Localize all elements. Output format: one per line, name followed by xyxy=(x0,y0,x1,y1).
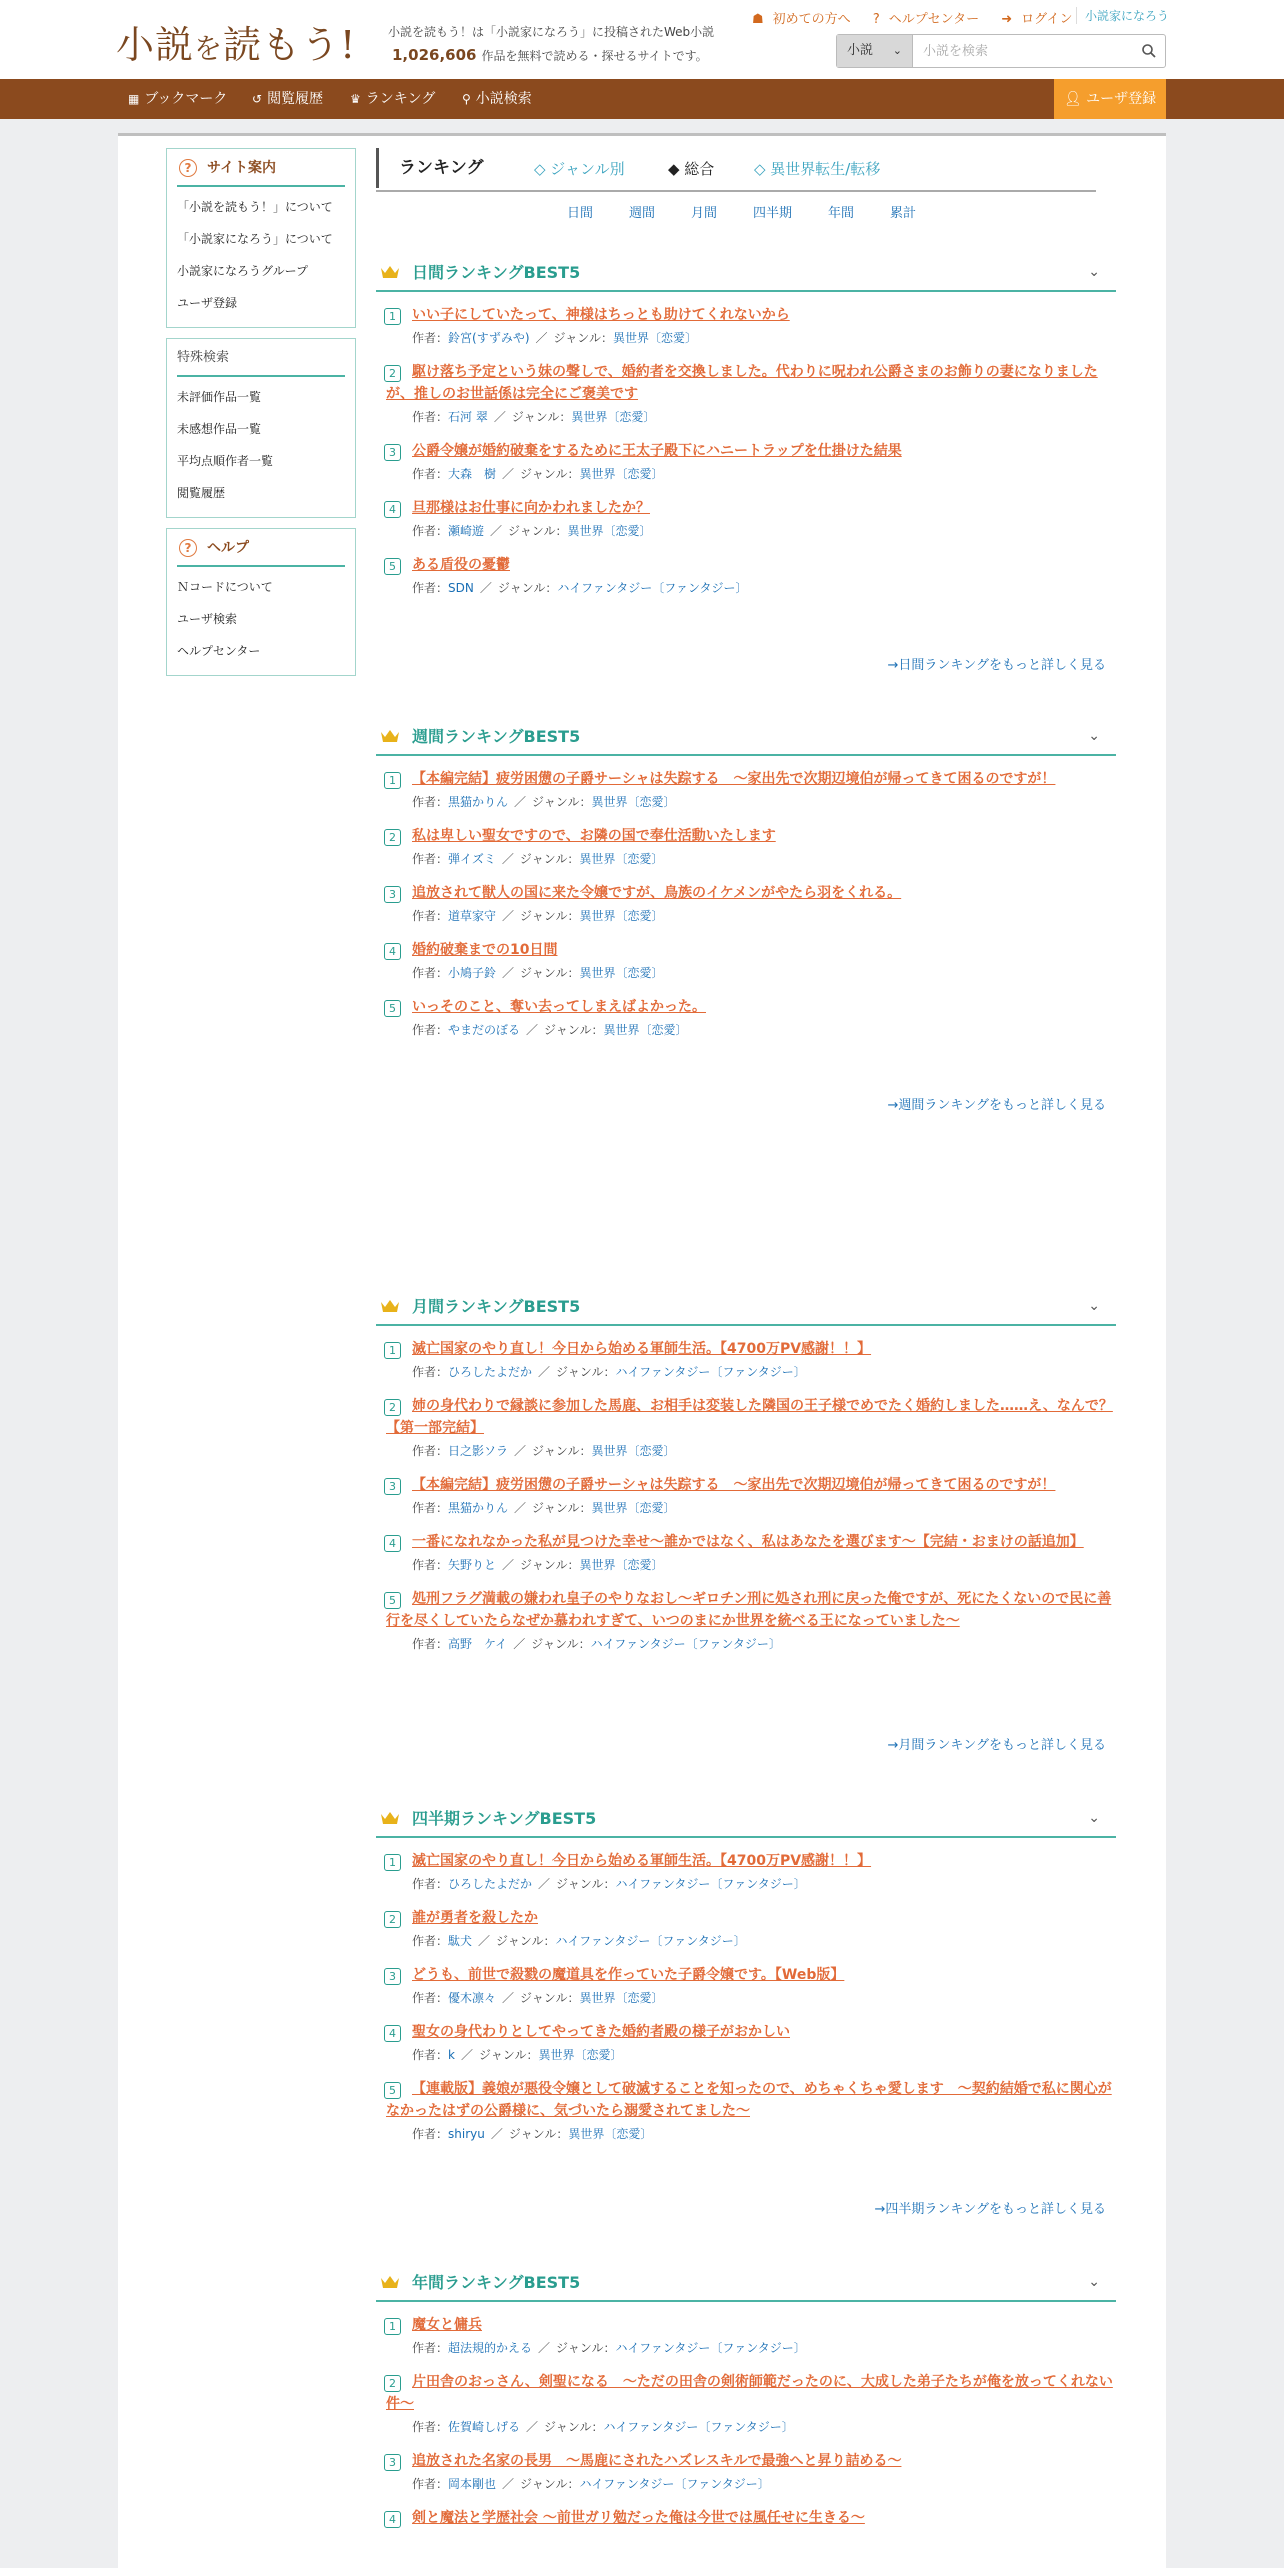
chevron-down-icon[interactable]: ⌄ xyxy=(1088,1298,1100,1314)
ranking-entry xyxy=(376,440,1116,484)
rank-number: 1 xyxy=(384,1854,401,1871)
rank-number: 2 xyxy=(384,1911,401,1928)
rank-number: 4 xyxy=(384,1535,401,1552)
question-icon: ? xyxy=(872,12,880,27)
ranking-entry xyxy=(376,1531,1116,1575)
ranking-list xyxy=(376,292,1116,598)
crown-icon xyxy=(380,1810,400,1826)
rank-number: 2 xyxy=(384,365,401,382)
genre-link[interactable]: 異世界〔恋愛〕 xyxy=(591,1501,676,1515)
author-link[interactable]: 矢野りと xyxy=(448,1558,497,1572)
site-logo[interactable]: 小説を読もう! xyxy=(116,23,357,67)
novel-meta: 作者：道草家守 ／ ジャンル：異世界〔恋愛〕 xyxy=(412,909,664,923)
novel-meta: 作者：超法規的かえる ／ ジャンル：ハイファンタジー〔ファンタジー〕 xyxy=(412,2341,806,2355)
novel-meta: 作者：やまだのぼる ／ ジャンル：異世界〔恋愛〕 xyxy=(412,1023,688,1037)
sidebar-item-register[interactable]: ユーザ登録 xyxy=(177,296,238,310)
novel-meta: 作者：佐賀崎しげる ／ ジャンル：ハイファンタジー〔ファンタジー〕 xyxy=(412,2420,794,2434)
novel-meta: 作者：shiryu ／ ジャンル：異世界〔恋愛〕 xyxy=(412,2127,653,2141)
author-link[interactable]: 岡本剛也 xyxy=(448,2477,497,2491)
novel-title-link[interactable]: 【本編完結】疲労困憊の子爵サーシャは失踪する 〜家出先で次期辺境伯が帰ってきて困るのですが！ xyxy=(412,771,1056,787)
question-icon: ? xyxy=(179,539,197,557)
book-icon: ☗ xyxy=(752,12,764,27)
novel-meta: 作者：大森 樹 ／ ジャンル：異世界〔恋愛〕 xyxy=(412,467,664,481)
novel-title-link[interactable]: 滅亡国家のやり直し！今日から始める軍師生活。【4700万PV感謝！！】 xyxy=(412,1853,872,1869)
sidebar-site-guide: ? サイト案内 「小説を読もう！」について 「小説家になろう」について 小説家になろうグループ ユーザ登録 xyxy=(166,148,356,328)
rank-number: 4 xyxy=(384,2025,401,2042)
sidebar-item-ncode[interactable]: Ｎコードについて xyxy=(177,580,273,594)
ranking-list xyxy=(376,2302,1116,2529)
ranking-entry xyxy=(376,2078,1116,2144)
tab-isekai[interactable]: ◇ 異世界転生/転移 xyxy=(754,160,881,178)
author-link[interactable]: 佐賀崎しげる xyxy=(448,2420,521,2434)
genre-link[interactable]: 異世界〔恋愛〕 xyxy=(579,909,664,923)
ranking-entry xyxy=(376,2314,1116,2358)
section-header[interactable] xyxy=(376,1286,1116,1326)
narou-logo[interactable]: 小説家になろう xyxy=(1076,7,1169,24)
rank-number: 4 xyxy=(384,2511,401,2528)
chevron-down-icon[interactable]: ⌄ xyxy=(1088,2274,1100,2290)
period-monthly[interactable]: 月間 xyxy=(691,206,718,221)
login-icon: ➜ xyxy=(1001,12,1013,27)
search-input[interactable] xyxy=(915,35,1135,67)
novel-title-link[interactable]: 姉の身代わりで縁談に参加した馬鹿、お相手は変装した隣国の王子様でめでたく婚約しました……え、なんで？【第一部完結】 xyxy=(386,1398,1113,1436)
ranking-entry xyxy=(376,1907,1116,1951)
author-link[interactable]: 黒猫かりん xyxy=(448,795,509,809)
ranking-section xyxy=(376,1798,1116,2157)
rank-number: 4 xyxy=(384,501,401,518)
beginner-link[interactable]: ☗ 初めての方へ xyxy=(752,12,851,27)
novel-meta: 作者：ひろしたよだか ／ ジャンル：ハイファンタジー〔ファンタジー〕 xyxy=(412,1365,806,1379)
ranking-entry xyxy=(376,825,1116,869)
author-link[interactable]: 優木凛々 xyxy=(448,1991,497,2005)
ranking-list xyxy=(376,1326,1116,1654)
section-header[interactable] xyxy=(376,2262,1116,2302)
author-link[interactable]: 大森 樹 xyxy=(448,467,497,481)
novel-meta: 作者：優木凛々 ／ ジャンル：異世界〔恋愛〕 xyxy=(412,1991,664,2005)
novel-title-link[interactable]: 魔女と傭兵 xyxy=(412,2317,482,2333)
rank-number: 3 xyxy=(384,886,401,903)
ranking-entry xyxy=(376,996,1116,1040)
novel-meta: 作者：駄犬 ／ ジャンル：ハイファンタジー〔ファンタジー〕 xyxy=(412,1934,746,1948)
sidebar-item-average-authors[interactable]: 平均点順作者一覧 xyxy=(177,454,274,468)
novel-title-link[interactable]: 旦那様はお仕事に向かわれましたか？ xyxy=(412,500,650,516)
novel-title-link[interactable]: 追放された名家の長男 ～馬鹿にされたハズレスキルで最強へと昇り詰める～ xyxy=(412,2453,902,2469)
ranking-section xyxy=(376,2262,1116,2542)
ranking-entry xyxy=(376,1395,1116,1461)
search-bar xyxy=(836,34,1166,68)
search-type-select[interactable]: 小説 ⌄ xyxy=(837,35,913,67)
section-header[interactable] xyxy=(376,716,1116,756)
section-title: 年間ランキングBEST5 xyxy=(412,2273,581,2292)
ranking-entry xyxy=(376,361,1116,427)
rank-number: 4 xyxy=(384,943,401,960)
ranking-list xyxy=(376,756,1116,1040)
site-header xyxy=(0,0,1284,80)
rank-number: 3 xyxy=(384,2454,401,2471)
crown-icon xyxy=(380,2274,400,2290)
ranking-entry xyxy=(376,304,1116,348)
novel-meta: 作者：鈴宮(すずみや) ／ ジャンル：異世界〔恋愛〕 xyxy=(412,331,697,345)
genre-link[interactable]: 異世界〔恋愛〕 xyxy=(579,852,664,866)
main-nav xyxy=(0,79,1284,119)
rank-number: 5 xyxy=(384,1000,401,1017)
crown-icon xyxy=(380,1298,400,1314)
work-count-number: 1,026,606 xyxy=(392,46,477,64)
novel-title-link[interactable]: 公爵令嬢が婚約破棄をするために王太子殿下にハニートラップを仕掛けた結果 xyxy=(412,443,902,459)
genre-link[interactable]: 異世界〔恋愛〕 xyxy=(579,467,664,481)
rank-number: 5 xyxy=(384,558,401,575)
ranking-entry xyxy=(376,1964,1116,2008)
novel-title-link[interactable]: 私は卑しい聖女ですので、お隣の国で奉仕活動いたします xyxy=(412,828,776,844)
author-link[interactable]: 日之影ソラ xyxy=(448,1444,509,1458)
author-link[interactable]: 道草家守 xyxy=(448,909,497,923)
sidebar-item-about-narou[interactable]: 「小説家になろう」について xyxy=(177,232,333,246)
ranking-list xyxy=(376,1838,1116,2144)
novel-meta: 作者：瀬崎遊 ／ ジャンル：異世界〔恋愛〕 xyxy=(412,524,652,538)
novel-meta: 作者：岡本剛也 ／ ジャンル：ハイファンタジー〔ファンタジー〕 xyxy=(412,2477,770,2491)
genre-link[interactable]: ハイファンタジー〔ファンタジー〕 xyxy=(557,581,748,595)
sidebar-help: ? ヘルプ Ｎコードについて ユーザ検索 ヘルプセンター xyxy=(166,528,356,676)
genre-link[interactable]: ハイファンタジー〔ファンタジー〕 xyxy=(590,1637,781,1651)
novel-meta: 作者：SDN ／ ジャンル：ハイファンタジー〔ファンタジー〕 xyxy=(412,581,748,595)
tab-overall[interactable]: ◆ 総合 xyxy=(668,160,715,178)
chevron-down-icon[interactable]: ⌄ xyxy=(1088,728,1100,744)
novel-meta: 作者：k ／ ジャンル：異世界〔恋愛〕 xyxy=(412,2048,623,2062)
author-link[interactable]: 小鳩子鈴 xyxy=(448,966,497,980)
genre-link[interactable]: 異世界〔恋愛〕 xyxy=(591,1444,676,1458)
rank-number: 3 xyxy=(384,1478,401,1495)
genre-link[interactable]: 異世界〔恋愛〕 xyxy=(579,966,664,980)
genre-link[interactable]: 異世界〔恋愛〕 xyxy=(538,2048,623,2062)
work-count: 1,026,606 作品を無料で読める・探せるサイトです。 xyxy=(392,46,708,64)
novel-meta: 作者：弾イズミ ／ ジャンル：異世界〔恋愛〕 xyxy=(412,852,664,866)
novel-title-link[interactable]: 【本編完結】疲労困憊の子爵サーシャは失踪する 〜家出先で次期辺境伯が帰ってきて困るのですが！ xyxy=(412,1477,1056,1493)
section-title: 月間ランキングBEST5 xyxy=(412,1297,581,1316)
author-link[interactable]: 弾イズミ xyxy=(448,852,496,866)
rank-number: 2 xyxy=(384,1399,401,1416)
section-header[interactable] xyxy=(376,252,1116,292)
ranking-section xyxy=(376,252,1116,611)
ranking-entry xyxy=(376,2507,1116,2529)
more-ranking-link[interactable]: →日間ランキングをもっと詳しく見る xyxy=(887,658,1106,673)
history-icon: ↺ xyxy=(252,92,263,106)
content-container xyxy=(118,136,1166,2568)
novel-title-link[interactable]: 駆け落ち予定という妹の聲しで、婚約者を交換しました。代わりに呪われ公爵さまのお飾りの妻になりましたが、推しのお世話係は完全にご褒美です xyxy=(386,364,1098,402)
genre-link[interactable]: ハイファンタジー〔ファンタジー〕 xyxy=(615,1365,806,1379)
novel-meta: 作者：小鳩子鈴 ／ ジャンル：異世界〔恋愛〕 xyxy=(412,966,664,980)
novel-title-link[interactable]: 誰が勇者を殺したか xyxy=(412,1910,538,1926)
section-header[interactable] xyxy=(376,1798,1116,1838)
section-title: 日間ランキングBEST5 xyxy=(412,263,581,282)
author-link[interactable]: ひろしたよだか xyxy=(448,1877,533,1891)
author-link[interactable]: 石河 翠 xyxy=(448,410,488,424)
page-title: ランキング xyxy=(376,148,484,188)
novel-title-link[interactable]: 一番になれなかった私が見つけた幸せ〜誰かではなく、私はあなたを選びます〜【完結・おまけの話追加】 xyxy=(412,1534,1084,1550)
sidebar-item-unrated[interactable]: 未評価作品一覧 xyxy=(177,390,262,404)
help-center-link[interactable]: ? ヘルプセンター xyxy=(872,12,980,27)
more-ranking-link[interactable]: →四半期ランキングをもっと詳しく見る xyxy=(874,2202,1106,2217)
nav-history[interactable]: ↺ 閲覧履歴 xyxy=(252,79,323,119)
period-daily[interactable]: 日間 xyxy=(567,206,594,221)
period-total[interactable]: 累計 xyxy=(890,206,917,221)
chevron-down-icon[interactable]: ⌄ xyxy=(1088,264,1100,280)
rank-number: 1 xyxy=(384,2318,401,2335)
rank-number: 1 xyxy=(384,308,401,325)
novel-title-link[interactable]: いい子にしていたって、神様はちっとも助けてくれないから xyxy=(412,307,790,323)
novel-title-link[interactable]: 片田舎のおっさん、剣聖になる ～ただの田舎の剣術師範だったのに、大成した弟子たちが俺を放ってくれない件～ xyxy=(386,2374,1113,2412)
author-link[interactable]: 高野 ケイ xyxy=(448,1637,508,1651)
genre-link[interactable]: ハイファンタジー〔ファンタジー〕 xyxy=(615,1877,806,1891)
author-link[interactable]: やまだのぼる xyxy=(448,1023,521,1037)
author-link[interactable]: k xyxy=(448,2048,455,2062)
rank-number: 5 xyxy=(384,1592,401,1609)
author-link[interactable]: shiryu xyxy=(448,2127,485,2141)
genre-link[interactable]: 異世界〔恋愛〕 xyxy=(579,1991,664,2005)
nav-register-button[interactable]: 👤︎ ユーザ登録 xyxy=(1054,79,1166,119)
author-link[interactable]: SDN xyxy=(448,581,474,595)
novel-title-link[interactable]: 滅亡国家のやり直し！今日から始める軍師生活。【4700万PV感謝！！】 xyxy=(412,1341,872,1357)
period-weekly[interactable]: 週間 xyxy=(629,206,656,221)
nav-bookmark[interactable]: ▦ ブックマーク xyxy=(128,79,227,119)
rank-number: 3 xyxy=(384,1968,401,1985)
login-link[interactable]: ➜ ログイン xyxy=(1001,12,1073,27)
period-yearly[interactable]: 年間 xyxy=(828,206,855,221)
crown-icon xyxy=(380,264,400,280)
period-tabs xyxy=(376,202,1096,222)
rank-number: 3 xyxy=(384,444,401,461)
section-title: 週間ランキングBEST5 xyxy=(412,727,581,746)
genre-link[interactable]: 異世界〔恋愛〕 xyxy=(603,1023,688,1037)
novel-title-link[interactable]: ある盾役の憂鬱 xyxy=(412,557,510,573)
sidebar-item-no-review[interactable]: 未感想作品一覧 xyxy=(177,422,262,436)
rank-number: 1 xyxy=(384,772,401,789)
author-link[interactable]: 超法規的かえる xyxy=(448,2341,533,2355)
ranking-entry xyxy=(376,2021,1116,2065)
chevron-down-icon[interactable]: ⌄ xyxy=(1088,1810,1100,1826)
novel-title-link[interactable]: 婚約破棄までの10日間 xyxy=(412,942,558,958)
genre-link[interactable]: ハイファンタジー〔ファンタジー〕 xyxy=(555,1934,746,1948)
novel-title-link[interactable]: 剣と魔法と学歴社会 〜前世ガリ勉だった俺は今世では風任せに生きる〜 xyxy=(412,2510,865,2526)
novel-title-link[interactable]: 追放されて獣人の国に来た令嬢ですが、鳥族のイケメンがやたら羽をくれる。 xyxy=(412,885,902,901)
ranking-tabs xyxy=(376,148,1096,192)
novel-title-link[interactable]: 処刑フラグ満載の嫌われ皇子のやりなおし～ギロチン刑に処され刑に戻った俺ですが、死にたくないので民に善行を尽くしていたらなぜか慕われすぎて、いつのまにか世界を統べる王になっていました～ xyxy=(386,1591,1112,1629)
tab-genre[interactable]: ◇ ジャンル別 xyxy=(534,160,625,178)
genre-link[interactable]: 異世界〔恋愛〕 xyxy=(612,331,697,345)
novel-meta: 作者：石河 翠 ／ ジャンル：異世界〔恋愛〕 xyxy=(412,410,656,424)
novel-meta: 作者：矢野りと ／ ジャンル：異世界〔恋愛〕 xyxy=(412,1558,664,1572)
nav-search[interactable]: ⚲ 小説検索 xyxy=(462,79,532,119)
genre-link[interactable]: 異世界〔恋愛〕 xyxy=(579,1558,664,1572)
user-icon: 👤︎ xyxy=(1063,91,1087,107)
novel-meta: 作者：黒猫かりん ／ ジャンル：異世界〔恋愛〕 xyxy=(412,1501,676,1515)
nav-ranking[interactable]: ♛ ランキング xyxy=(350,79,435,119)
search-icon: ⚲ xyxy=(462,92,471,106)
novel-meta: 作者：日之影ソラ ／ ジャンル：異世界〔恋愛〕 xyxy=(412,1444,676,1458)
ranking-entry xyxy=(376,497,1116,541)
genre-link[interactable]: 異世界〔恋愛〕 xyxy=(571,410,656,424)
site-intro: 小説を読もう！は「小説家になろう」に投稿されたWeb小説 xyxy=(388,25,715,39)
ranking-entry xyxy=(376,2450,1116,2494)
period-quarterly[interactable]: 四半期 xyxy=(753,206,793,221)
genre-link[interactable]: ハイファンタジー〔ファンタジー〕 xyxy=(615,2341,806,2355)
author-link[interactable]: ひろしたよだか xyxy=(448,1365,533,1379)
more-ranking-link[interactable]: →週間ランキングをもっと詳しく見る xyxy=(887,1098,1106,1113)
more-ranking-link[interactable]: →月間ランキングをもっと詳しく見る xyxy=(887,1738,1106,1753)
ranking-entry xyxy=(376,939,1116,983)
ranking-section xyxy=(376,1286,1116,1667)
author-link[interactable]: 瀬崎遊 xyxy=(448,524,485,538)
ranking-entry xyxy=(376,768,1116,812)
section-title: 四半期ランキングBEST5 xyxy=(412,1809,597,1828)
genre-link[interactable]: 異世界〔恋愛〕 xyxy=(568,2127,653,2141)
novel-title-link[interactable]: 聖女の身代わりとしてやってきた婚約者殿の様子がおかしい xyxy=(412,2024,790,2040)
rank-number: 5 xyxy=(384,2082,401,2099)
genre-link[interactable]: ハイファンタジー〔ファンタジー〕 xyxy=(579,2477,770,2491)
sidebar-item-user-search[interactable]: ユーザ検索 xyxy=(177,612,238,626)
novel-meta: 作者：ひろしたよだか ／ ジャンル：ハイファンタジー〔ファンタジー〕 xyxy=(412,1877,806,1891)
novel-meta: 作者：高野 ケイ ／ ジャンル：ハイファンタジー〔ファンタジー〕 xyxy=(412,1637,781,1651)
author-link[interactable]: 駄犬 xyxy=(448,1934,473,1948)
genre-link[interactable]: 異世界〔恋愛〕 xyxy=(567,524,652,538)
ranking-section xyxy=(376,716,1116,1053)
novel-meta: 作者：黒猫かりん ／ ジャンル：異世界〔恋愛〕 xyxy=(412,795,676,809)
ranking-entry xyxy=(376,1474,1116,1518)
genre-link[interactable]: ハイファンタジー〔ファンタジー〕 xyxy=(603,2420,794,2434)
novel-title-link[interactable]: 【連載版】義娘が悪役令嬢として破滅することを知ったので、めちゃくちゃ愛します ～契約結婚で私に関心がなかったはずの公爵様に、気づいたら溺愛されてました～ xyxy=(386,2081,1112,2119)
ranking-entry xyxy=(376,2371,1116,2437)
sidebar-item-history[interactable]: 閲覧履歴 xyxy=(177,486,226,500)
genre-link[interactable]: 異世界〔恋愛〕 xyxy=(591,795,676,809)
sidebar-item-group[interactable]: 小説家になろうグループ xyxy=(177,264,309,278)
novel-title-link[interactable]: どうも、前世で殺戮の魔道具を作っていた子爵令嬢です。【Web版】 xyxy=(412,1967,845,1983)
chevron-down-icon: ⌄ xyxy=(892,44,902,57)
crown-icon: ♛ xyxy=(350,92,361,106)
author-link[interactable]: 黒猫かりん xyxy=(448,1501,509,1515)
top-links xyxy=(752,8,1090,27)
ranking-entry xyxy=(376,554,1116,598)
sidebar-special-search: 特殊検索 未評価作品一覧 未感想作品一覧 平均点順作者一覧 閲覧履歴 xyxy=(166,338,356,518)
sidebar-item-help-center[interactable]: ヘルプセンター xyxy=(177,644,261,658)
novel-title-link[interactable]: いっそのこと、奪い去ってしまえばよかった。 xyxy=(412,999,706,1015)
ranking-entry xyxy=(376,1850,1116,1894)
ranking-entry xyxy=(376,1588,1116,1654)
rank-number: 2 xyxy=(384,829,401,846)
author-link[interactable]: 鈴宮(すずみや) xyxy=(448,331,530,345)
grid-icon: ▦ xyxy=(128,92,140,106)
ranking-entry xyxy=(376,1338,1116,1382)
crown-icon xyxy=(380,728,400,744)
question-icon: ? xyxy=(179,159,197,177)
sidebar-item-about-yomou[interactable]: 「小説を読もう！」について xyxy=(177,200,333,214)
rank-number: 2 xyxy=(384,2375,401,2392)
search-icon[interactable] xyxy=(1141,43,1157,59)
rank-number: 1 xyxy=(384,1342,401,1359)
ranking-entry xyxy=(376,882,1116,926)
